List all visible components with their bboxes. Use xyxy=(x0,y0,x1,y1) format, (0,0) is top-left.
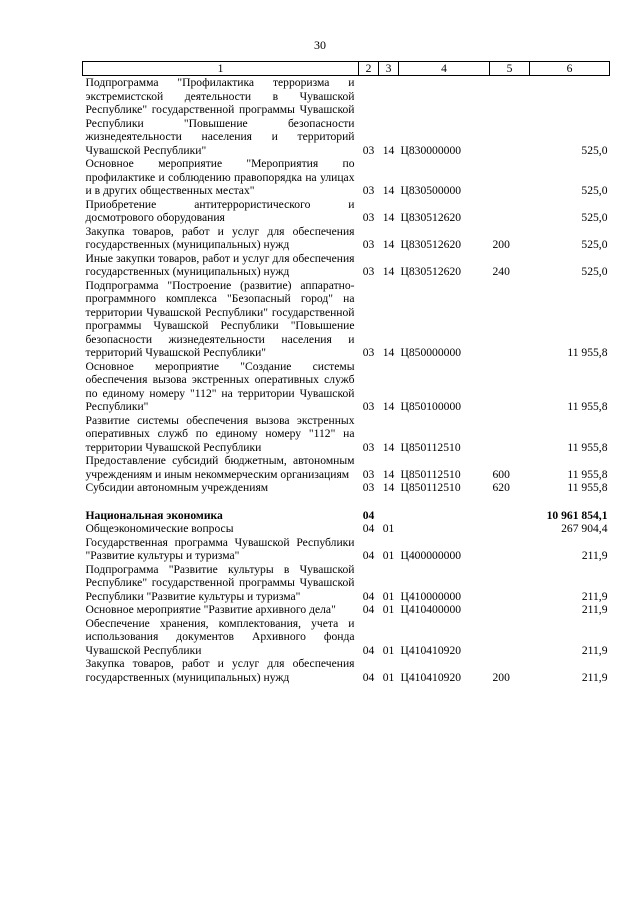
row-expense-type xyxy=(490,563,530,604)
row-amount: 11 955,8 xyxy=(567,346,608,359)
row-expense-type: 240 xyxy=(492,265,510,278)
row-amount: 525,0 xyxy=(581,184,608,197)
row-target-article: Ц830512620 xyxy=(400,211,462,224)
spacer-row xyxy=(83,495,610,509)
row-target-article: Ц850112510 xyxy=(400,440,461,454)
row-subsection: 01 xyxy=(382,670,395,684)
row-amount: 525,0 xyxy=(581,238,608,251)
table-row xyxy=(83,198,610,225)
row-section: 03 xyxy=(362,467,375,481)
spacer-cell xyxy=(83,495,610,509)
table-row xyxy=(83,617,610,658)
row-target-article: Ц850112510 xyxy=(400,481,461,494)
row-name: Развитие системы обеспечения вызова экстренных оперативных служб по единому номеру "112" на территории Чувашской Республики xyxy=(85,413,355,454)
header-col-target-article: 4 xyxy=(399,62,490,76)
row-subsection: 14 xyxy=(382,265,395,278)
header-row xyxy=(83,62,610,76)
row-name: Подпрограмма "Профилактика терроризма и экстремистской деятельности в Чувашской Республике" государственной программы Чувашской Республики "Повышение безопасности жизнедеятельности населения и территорий Чувашской Республики" xyxy=(85,76,355,157)
row-name: Основное мероприятие "Развитие архивного дела" xyxy=(85,603,336,616)
row-expense-type: 620 xyxy=(492,481,510,494)
row-name: Закупка товаров, работ и услуг для обеспечения государственных (муниципальных) нужд xyxy=(85,657,355,684)
row-section: 03 xyxy=(362,265,375,278)
row-name: Приобретение антитеррористического и досмотрового оборудования xyxy=(85,197,355,224)
row-target-article: Ц410410920 xyxy=(400,643,462,657)
row-amount: 211,9 xyxy=(581,603,608,616)
table-row xyxy=(83,509,610,523)
row-expense-type xyxy=(490,414,530,455)
row-name: Субсидии автономным учреждениям xyxy=(85,481,269,494)
budget-table xyxy=(82,61,610,684)
row-expense-type xyxy=(490,157,530,198)
row-amount: 11 955,8 xyxy=(567,440,608,454)
row-subsection: 01 xyxy=(382,522,395,535)
row-expense-type: 200 xyxy=(492,238,510,251)
row-subsection: 14 xyxy=(382,467,395,481)
row-amount: 211,9 xyxy=(581,589,608,603)
row-subsection: 14 xyxy=(382,481,395,494)
row-target-article: Ц400000000 xyxy=(400,549,462,562)
row-target-article: Ц830000000 xyxy=(400,143,462,157)
row-subsection: 01 xyxy=(382,603,395,616)
row-subsection: 14 xyxy=(382,238,395,251)
row-amount: 525,0 xyxy=(581,211,608,224)
row-target-article: Ц850000000 xyxy=(400,346,462,359)
row-subsection: 01 xyxy=(382,589,395,603)
row-name: Подпрограмма "Развитие культуры в Чувашской Республике" государственной программы Чувашской Республики "Развитие культуры и туризма" xyxy=(85,562,355,603)
row-subsection: 01 xyxy=(382,549,395,562)
row-section: 03 xyxy=(362,238,375,251)
row-name: Основное мероприятие "Мероприятия по профилактике и соблюдению правопорядка на улицах и в других общественных местах" xyxy=(85,157,355,197)
table-row xyxy=(83,414,610,455)
header-col-expense-type: 5 xyxy=(490,62,530,76)
row-target-article: Ц830512620 xyxy=(400,265,462,278)
row-section: 04 xyxy=(362,549,375,562)
row-amount: 525,0 xyxy=(581,143,608,157)
row-section: 03 xyxy=(362,400,375,413)
row-section: 04 xyxy=(362,589,375,603)
table-row xyxy=(83,522,610,536)
row-amount: 211,9 xyxy=(581,643,608,657)
row-name: Закупка товаров, работ и услуг для обеспечения государственных (муниципальных) нужд xyxy=(85,224,355,251)
row-expense-type xyxy=(490,360,530,414)
row-name: Основное мероприятие "Создание системы обеспечения вызова экстренных оперативных служб по единому номеру "112" на территории Чувашской Республики" xyxy=(85,359,355,413)
row-name: Обеспечение хранения, комплектования, учета и использования документов Архивного фонда Чувашской Республики xyxy=(85,616,355,657)
row-amount: 11 955,8 xyxy=(567,400,608,413)
table-row xyxy=(83,76,610,158)
row-section: 03 xyxy=(362,143,375,157)
table-row xyxy=(83,481,610,495)
row-expense-type: 200 xyxy=(492,670,510,684)
row-subsection: 14 xyxy=(382,400,395,413)
table-row xyxy=(83,279,610,360)
row-name: Общеэкономические вопросы xyxy=(85,522,234,535)
row-section: 04 xyxy=(362,643,375,657)
row-expense-type xyxy=(490,536,530,563)
row-section: 03 xyxy=(362,481,375,494)
table-row xyxy=(83,536,610,563)
header-col-amount: 6 xyxy=(530,62,610,76)
table-body xyxy=(83,76,610,685)
row-amount: 11 955,8 xyxy=(567,481,608,494)
table-row xyxy=(83,360,610,414)
row-amount: 211,9 xyxy=(581,549,608,562)
header-col-section: 2 xyxy=(359,62,379,76)
header-col-subsection: 3 xyxy=(379,62,399,76)
row-amount: 525,0 xyxy=(581,265,608,278)
table-header xyxy=(83,62,610,76)
table-row xyxy=(83,225,610,252)
row-section: 04 xyxy=(362,603,375,616)
row-subsection: 14 xyxy=(382,143,395,157)
row-subsection: 14 xyxy=(382,211,395,224)
row-target-article: Ц410410920 xyxy=(400,670,462,684)
row-subsection: 14 xyxy=(382,346,395,359)
row-name: Предоставление субсидий бюджетным, автономным учреждениям и иным некоммерческим организациям xyxy=(85,454,355,481)
row-target-article: Ц850112510 xyxy=(400,467,461,481)
table-row xyxy=(83,252,610,279)
row-target-article: Ц410400000 xyxy=(400,603,462,616)
table-row xyxy=(83,157,610,198)
row-section: 03 xyxy=(362,184,375,197)
row-subsection: 14 xyxy=(382,184,395,197)
row-expense-type xyxy=(490,617,530,658)
table-row xyxy=(83,454,610,481)
table-row xyxy=(83,657,610,684)
row-target-article: Ц830512620 xyxy=(400,238,462,251)
row-amount: 267 904,4 xyxy=(561,522,608,535)
row-target-article xyxy=(399,509,490,523)
row-section: 03 xyxy=(362,440,375,454)
row-expense-type xyxy=(490,522,530,536)
row-name: Подпрограмма "Построение (развитие) аппаратно-программного комплекса "Безопасный город" на территории Чувашской Республики" государственной программы Чувашской Республики "Повышение безопасности жизнедеятельности населения и территорий Чувашской Республики" xyxy=(85,278,355,359)
page-number: 30 xyxy=(314,38,326,52)
row-section: 03 xyxy=(362,211,375,224)
header-col-name: 1 xyxy=(83,62,359,76)
row-section: 04 xyxy=(362,508,375,522)
row-expense-type xyxy=(490,509,530,523)
table-row xyxy=(83,563,610,604)
row-expense-type xyxy=(490,76,530,158)
row-amount: 10 961 854,1 xyxy=(546,508,608,522)
row-name: Государственная программа Чувашской Республики "Развитие культуры и туризма" xyxy=(85,535,355,562)
row-subsection xyxy=(379,509,399,523)
row-subsection: 01 xyxy=(382,643,395,657)
row-amount: 211,9 xyxy=(581,670,608,684)
row-expense-type xyxy=(490,198,530,225)
row-section: 04 xyxy=(362,670,375,684)
row-target-article: Ц850100000 xyxy=(400,400,462,413)
row-section: 03 xyxy=(362,346,375,359)
row-section: 04 xyxy=(362,522,375,535)
row-name: Иные закупки товаров, работ и услуг для обеспечения государственных (муниципальных) нужд xyxy=(85,251,355,278)
row-subsection: 14 xyxy=(382,440,395,454)
row-amount: 11 955,8 xyxy=(567,467,608,481)
row-target-article: Ц410000000 xyxy=(400,589,462,603)
row-name: Национальная экономика xyxy=(85,508,223,522)
row-expense-type xyxy=(490,603,530,617)
table-row xyxy=(83,603,610,617)
row-target-article: Ц830500000 xyxy=(400,184,462,197)
row-target-article xyxy=(399,522,490,536)
row-expense-type xyxy=(490,279,530,360)
row-expense-type: 600 xyxy=(492,467,510,481)
